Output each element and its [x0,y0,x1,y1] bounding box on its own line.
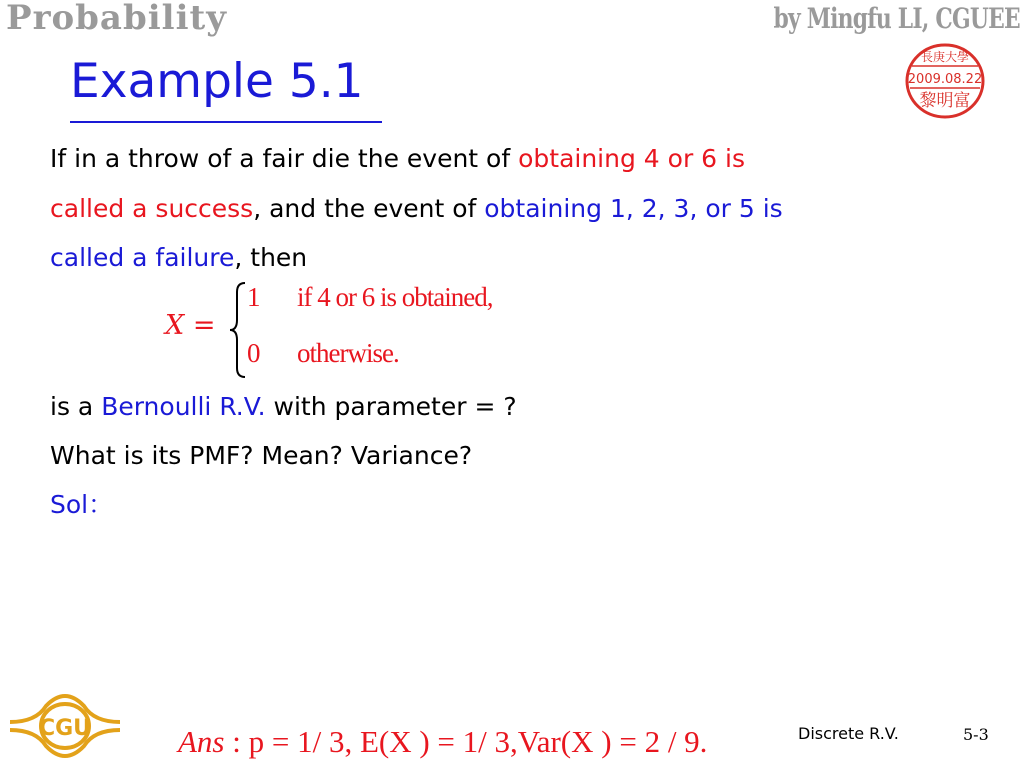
formula-lhs [165,310,215,341]
failure-highlight: obtaining 1, 2, 3, or 5 is [484,194,783,223]
body-text: , then [234,243,308,272]
case1-condition: if 4 or 6 is obtained, [297,282,493,312]
solution-label: Sol： [50,490,114,519]
formula-case-1 [247,282,493,313]
university-logo [6,682,124,768]
logo-text: CGU [38,716,92,741]
bernoulli-highlight: Bernoulli R.V. [101,392,266,421]
footer-section: Discrete R.V. [798,724,899,743]
seal-line1: 長庚大學 [920,50,970,64]
case2-condition: otherwise. [297,338,399,368]
body-line-3 [50,233,307,282]
author-seal [904,42,986,120]
success-highlight: called a success [50,194,254,223]
seal-line3: 黎明富 [919,91,971,111]
answer-text: : p = 1/ 3, E(X ) = 1/ 3,Var(X ) = 2 / 9. [224,724,708,759]
case2-value: 0 [247,338,261,368]
piecewise-formula [165,280,585,380]
case1-value: 1 [247,282,261,312]
formula-case-2 [247,338,399,369]
failure-highlight: called a failure [50,243,235,272]
body-line-4 [50,382,517,431]
success-highlight: obtaining 4 or 6 is [518,144,745,173]
answer-label: Ans [178,724,225,759]
body-text: , and the event of [253,194,485,223]
formula-variable: X [165,310,185,341]
course-header: Probability [6,0,227,38]
body-line-1 [50,134,745,183]
body-line-5: What is its PMF? Mean? Variance? [50,441,473,470]
title-underline [70,121,382,123]
page-number: 5-3 [963,725,989,744]
formula-equals: = [184,310,216,341]
body-text: If in a throw of a fair die the event of [50,144,519,173]
body-line-2 [50,184,783,233]
slide-title: Example 5.1 [70,54,364,109]
body-text: with parameter = ? [265,392,517,421]
answer-line [178,724,707,760]
author-header: by Mingfu LI, CGUEE [773,2,1020,35]
seal-line2: 2009.08.22 [907,72,983,87]
body-text: is a [50,392,102,421]
left-brace-icon [227,280,247,380]
